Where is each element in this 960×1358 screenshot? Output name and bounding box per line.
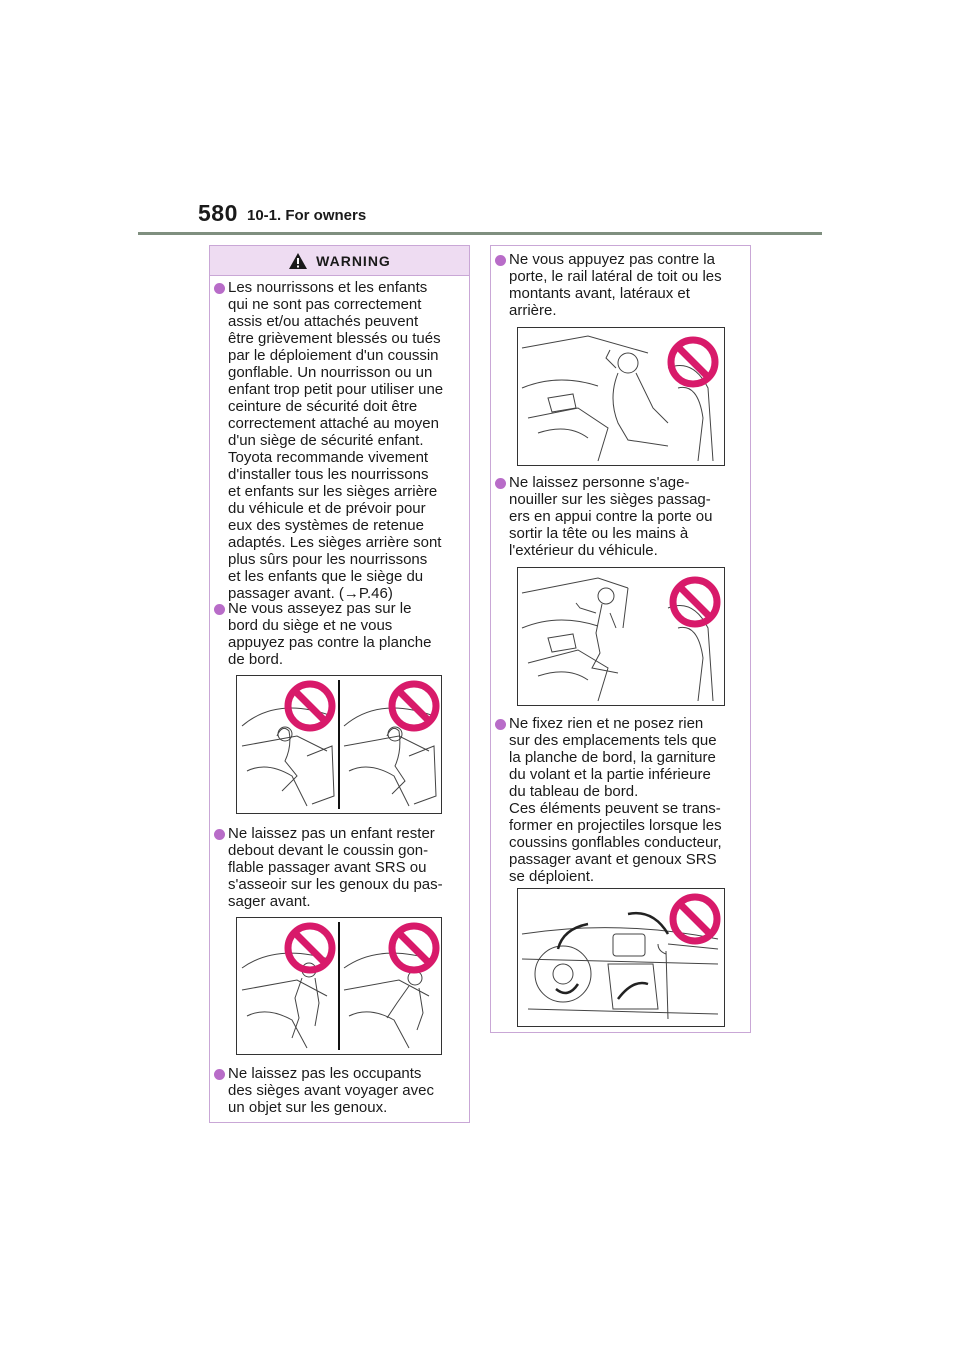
- text-line: et enfants sur les sièges arrière: [228, 483, 438, 500]
- text-line: la planche de bord, la garniture: [509, 749, 716, 766]
- section-title: 10-1. For owners: [247, 207, 367, 224]
- bullet-icon: [495, 719, 506, 730]
- bullet-icon: [214, 283, 225, 294]
- text-line: se déploient.: [509, 868, 595, 885]
- text-line: qui ne sont pas correctement: [228, 296, 422, 313]
- illustration-seat-edge: [236, 675, 442, 814]
- text-line: ers en appui contre la porte ou: [509, 508, 713, 525]
- text-line: Ne laissez pas un enfant rester: [228, 825, 435, 842]
- text-line: gonflable. Un nourrisson ou un: [228, 364, 433, 381]
- page-number: 580: [198, 200, 238, 226]
- illustration-leaning-door: [517, 327, 725, 466]
- text-line: arrière.: [509, 302, 557, 319]
- text-line: montants avant, latéraux et: [509, 285, 690, 302]
- text-line: enfant trop petit pour utiliser une: [228, 381, 444, 398]
- bullet-icon: [495, 478, 506, 489]
- text-line: coussins gonflables conducteur,: [509, 834, 722, 851]
- text-line: s'asseoir sur les genoux du pas-: [228, 876, 443, 893]
- illustration-child-standing: [236, 917, 442, 1055]
- text-line: Ne vous asseyez pas sur le: [228, 600, 412, 617]
- text-line: passager avant. (→P.46): [228, 585, 393, 602]
- text-line: par le déploiement d'un coussin: [228, 347, 439, 364]
- text-line: adaptés. Les sièges arrière sont: [228, 534, 442, 551]
- text-line: du véhicule et de prévoir pour: [228, 500, 426, 517]
- text-line: eux des systèmes de retenue: [228, 517, 424, 534]
- text-line: appuyez pas contre la planche: [228, 634, 432, 651]
- text-line: un objet sur les genoux.: [228, 1099, 388, 1116]
- text-line: plus sûrs pour les nourrissons: [228, 551, 428, 568]
- warning-item-child-standing: [228, 825, 443, 910]
- text-line: Ne vous appuyez pas contre la: [509, 251, 715, 268]
- bullet-icon: [214, 1069, 225, 1080]
- text-line: sager avant.: [228, 893, 311, 910]
- prohibition-icon: [392, 926, 436, 970]
- illustration-dashboard: [517, 888, 725, 1027]
- text-line: nouiller sur les sièges passag-: [509, 491, 711, 508]
- text-line: correctement attaché au moyen: [228, 415, 439, 432]
- warning-item-dashboard-objects: [509, 715, 722, 885]
- bullet-icon: [214, 829, 225, 840]
- text-line: Ne fixez rien et ne posez rien: [509, 715, 704, 732]
- warning-item-infants: [228, 279, 443, 602]
- warning-item-kneeling: [509, 474, 712, 559]
- text-line: Ne laissez personne s'age-: [509, 474, 690, 491]
- text-line: sortir la tête ou les mains à: [509, 525, 689, 542]
- warning-item-seat-edge: [228, 600, 431, 668]
- warning-header: [210, 246, 469, 276]
- text-line: l'extérieur du véhicule.: [509, 542, 658, 559]
- text-line: bord du siège et ne vous: [228, 617, 393, 634]
- text-line: former en projectiles lorsque les: [509, 817, 722, 834]
- text-line: porte, le rail latéral de toit ou les: [509, 268, 722, 285]
- text-line: du tableau de bord.: [509, 783, 639, 800]
- text-line: Toyota recommande vivement: [228, 449, 429, 466]
- warning-item-leaning-door: [509, 251, 722, 319]
- prohibition-icon: [392, 684, 436, 728]
- text-line: sur des emplacements tels que: [509, 732, 717, 749]
- warning-triangle-icon: [288, 252, 308, 270]
- text-line: debout devant le coussin gon-: [228, 842, 429, 859]
- prohibition-icon: [671, 340, 715, 384]
- text-line: passager avant et genoux SRS: [509, 851, 717, 868]
- text-line: ceinture de sécurité doit être: [228, 398, 418, 415]
- text-line: Ne laissez pas les occupants: [228, 1065, 422, 1082]
- text-line: Les nourrissons et les enfants: [228, 279, 428, 296]
- text-line: du volant et la partie inférieure: [509, 766, 711, 783]
- text-line: être grièvement blessés ou tués: [228, 330, 441, 347]
- warning-item-lap-objects: [228, 1065, 434, 1116]
- illustration-kneeling: [517, 567, 725, 706]
- text-line: de bord.: [228, 651, 284, 668]
- bullet-icon: [495, 255, 506, 266]
- text-line: d'installer tous les nourrissons: [228, 466, 429, 483]
- bullet-icon: [214, 604, 225, 615]
- prohibition-icon: [288, 684, 332, 728]
- text-line: flable passager avant SRS ou: [228, 859, 427, 876]
- text-line: des sièges avant voyager avec: [228, 1082, 434, 1099]
- text-line: et les enfants que le siège du: [228, 568, 424, 585]
- header-divider: [138, 232, 822, 235]
- text-line: assis et/ou attachés peuvent: [228, 313, 419, 330]
- warning-title: WARNING: [316, 252, 391, 269]
- prohibition-icon: [673, 580, 717, 624]
- text-line: Ces éléments peuvent se trans-: [509, 800, 721, 817]
- text-line: d'un siège de sécurité enfant.: [228, 432, 424, 449]
